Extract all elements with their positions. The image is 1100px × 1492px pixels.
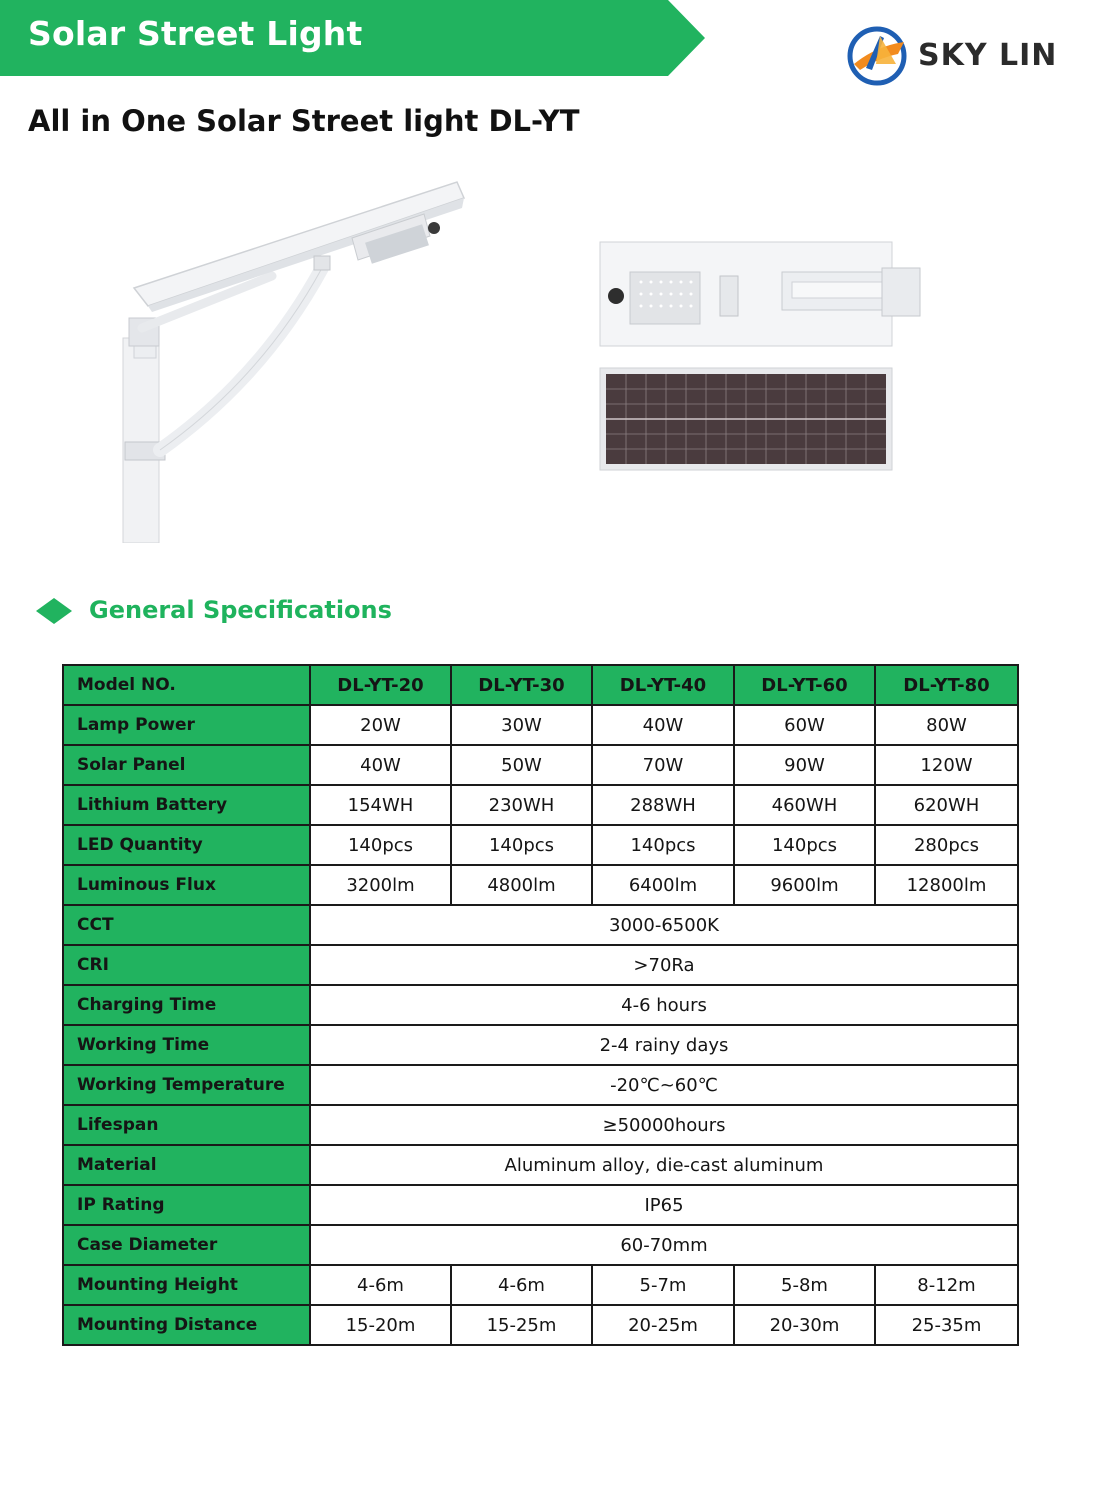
- logo-emblem-icon: [846, 24, 910, 88]
- spec-table-body: [63, 665, 1018, 1345]
- banner-title: Solar Street Light: [28, 14, 363, 53]
- row-label-cell: Working Temperature: [63, 1065, 310, 1105]
- row-label-cell: Case Diameter: [63, 1225, 310, 1265]
- model-header-cell: DL-YT-30: [451, 665, 592, 705]
- model-header-cell: DL-YT-80: [875, 665, 1018, 705]
- value-cell: 80W: [875, 705, 1018, 745]
- table-row: [63, 1225, 1018, 1265]
- value-cell: 6400lm: [592, 865, 734, 905]
- row-label-cell: Lifespan: [63, 1105, 310, 1145]
- value-cell: 15-20m: [310, 1305, 451, 1345]
- row-label-cell: CCT: [63, 905, 310, 945]
- light-and-solar-panel-photo: [596, 238, 926, 474]
- value-cell: 140pcs: [734, 825, 875, 865]
- header-banner: [0, 0, 705, 76]
- spec-table: [62, 664, 1019, 1346]
- value-cell: 70W: [592, 745, 734, 785]
- merged-value-cell: ≥50000hours: [310, 1105, 1018, 1145]
- table-row: [63, 785, 1018, 825]
- table-row: [63, 945, 1018, 985]
- merged-value-cell: 2-4 rainy days: [310, 1025, 1018, 1065]
- row-label-cell: CRI: [63, 945, 310, 985]
- value-cell: 8-12m: [875, 1265, 1018, 1305]
- street-light-photo: [112, 178, 472, 543]
- model-header-cell: DL-YT-20: [310, 665, 451, 705]
- logo-text: SKY LIN: [918, 38, 1058, 73]
- row-label-cell: Solar Panel: [63, 745, 310, 785]
- value-cell: 460WH: [734, 785, 875, 825]
- value-cell: 3200lm: [310, 865, 451, 905]
- value-cell: 20W: [310, 705, 451, 745]
- model-header-cell: DL-YT-40: [592, 665, 734, 705]
- product-title: All in One Solar Street light DL-YT: [28, 104, 580, 138]
- value-cell: 50W: [451, 745, 592, 785]
- value-cell: 280pcs: [875, 825, 1018, 865]
- row-label-cell: Lamp Power: [63, 705, 310, 745]
- merged-value-cell: >70Ra: [310, 945, 1018, 985]
- value-cell: 25-35m: [875, 1305, 1018, 1345]
- table-row: [63, 1025, 1018, 1065]
- value-cell: 30W: [451, 705, 592, 745]
- value-cell: 20-25m: [592, 1305, 734, 1345]
- merged-value-cell: 3000-6500K: [310, 905, 1018, 945]
- model-header-cell: DL-YT-60: [734, 665, 875, 705]
- merged-value-cell: 4-6 hours: [310, 985, 1018, 1025]
- value-cell: 60W: [734, 705, 875, 745]
- value-cell: 140pcs: [310, 825, 451, 865]
- value-cell: 230WH: [451, 785, 592, 825]
- row-label-cell: IP Rating: [63, 1185, 310, 1225]
- table-row: [63, 865, 1018, 905]
- table-row: [63, 745, 1018, 785]
- merged-value-cell: 60-70mm: [310, 1225, 1018, 1265]
- merged-value-cell: -20℃~60℃: [310, 1065, 1018, 1105]
- diamond-bullet-icon: [36, 598, 76, 624]
- value-cell: 40W: [310, 745, 451, 785]
- value-cell: 154WH: [310, 785, 451, 825]
- value-cell: 140pcs: [451, 825, 592, 865]
- value-cell: 120W: [875, 745, 1018, 785]
- value-cell: 4800lm: [451, 865, 592, 905]
- table-row: [63, 985, 1018, 1025]
- table-row: [63, 705, 1018, 745]
- value-cell: 5-7m: [592, 1265, 734, 1305]
- value-cell: 90W: [734, 745, 875, 785]
- value-cell: 140pcs: [592, 825, 734, 865]
- value-cell: 40W: [592, 705, 734, 745]
- value-cell: 9600lm: [734, 865, 875, 905]
- value-cell: 4-6m: [310, 1265, 451, 1305]
- value-cell: 20-30m: [734, 1305, 875, 1345]
- table-row: [63, 905, 1018, 945]
- row-label-cell: Luminous Flux: [63, 865, 310, 905]
- row-label-cell: Material: [63, 1145, 310, 1185]
- value-cell: 288WH: [592, 785, 734, 825]
- row-label-cell: Mounting Distance: [63, 1305, 310, 1345]
- table-row: [63, 1145, 1018, 1185]
- merged-value-cell: Aluminum alloy, die-cast aluminum: [310, 1145, 1018, 1185]
- table-header-row: [63, 665, 1018, 705]
- table-row: [63, 1185, 1018, 1225]
- value-cell: 5-8m: [734, 1265, 875, 1305]
- section-title: General Specifications: [89, 596, 392, 624]
- table-row: [63, 1305, 1018, 1345]
- merged-value-cell: IP65: [310, 1185, 1018, 1225]
- value-cell: 4-6m: [451, 1265, 592, 1305]
- value-cell: 15-25m: [451, 1305, 592, 1345]
- table-row: [63, 825, 1018, 865]
- row-label-cell: Working Time: [63, 1025, 310, 1065]
- row-label-cell: LED Quantity: [63, 825, 310, 865]
- value-cell: 620WH: [875, 785, 1018, 825]
- table-row: [63, 1265, 1018, 1305]
- header-label-cell: Model NO.: [63, 665, 310, 705]
- row-label-cell: Charging Time: [63, 985, 310, 1025]
- sky-lin-logo: [846, 24, 1066, 88]
- table-row: [63, 1065, 1018, 1105]
- table-row: [63, 1105, 1018, 1145]
- row-label-cell: Lithium Battery: [63, 785, 310, 825]
- row-label-cell: Mounting Height: [63, 1265, 310, 1305]
- value-cell: 12800lm: [875, 865, 1018, 905]
